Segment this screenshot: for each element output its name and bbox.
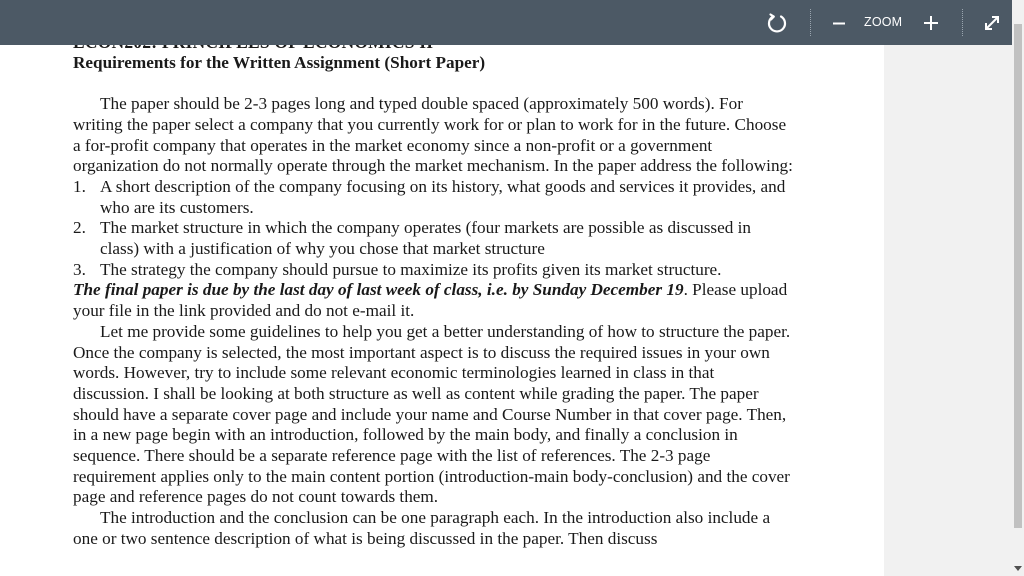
scroll-down-button[interactable]: [1012, 562, 1024, 576]
assignment-subtitle: Requirements for the Written Assignment (Short Paper): [73, 52, 486, 72]
reload-icon: [766, 12, 788, 34]
requirement-item: [73, 260, 793, 281]
intro-paragraph: The paper should be 2-3 pages long and typed double spaced (approximately 500 words). For writing the paper select a company that you currently work for or plan to work for in the future. Choose a for-profit company that operates in the market economy since a non-profit or a government organization do not normally operate through the market mechanism. In the paper address the following:: [73, 94, 793, 176]
expand-button[interactable]: [978, 0, 1006, 45]
zoom-in-icon: [922, 14, 940, 32]
document-body: [73, 32, 793, 550]
toolbar-separator: [962, 9, 964, 36]
requirement-number: 3.: [73, 259, 86, 279]
zoom-out-icon: [831, 15, 847, 31]
deadline-suffix: . Please upload your file in the link provided and do not e-mail it.: [73, 280, 788, 321]
requirement-item: [73, 218, 793, 259]
requirement-text: The market structure in which the company operates (four markets are possible as discussed in class) with a justification of why you chose that market structure: [100, 218, 752, 259]
scrollbar-thumb[interactable]: [1014, 24, 1022, 528]
expand-icon: [982, 13, 1002, 33]
requirement-item: [73, 177, 793, 218]
requirement-number: 2.: [73, 218, 86, 238]
viewer-toolbar: [0, 0, 1012, 45]
deadline-paragraph: [73, 280, 793, 321]
side-margin: [884, 0, 1012, 576]
requirement-text: The strategy the company should pursue to maximize its profits given its market structure.: [100, 259, 722, 279]
requirement-text: A short description of the company focusing on its history, what goods and services it provides, and who are its customers.: [100, 176, 786, 217]
zoom-out-button[interactable]: [826, 0, 852, 45]
toolbar-separator: [810, 9, 812, 36]
reload-button[interactable]: [760, 0, 794, 45]
deadline-text: The final paper is due by the last day of last week of class, i.e. by Sunday December 19: [73, 280, 684, 300]
requirement-number: 1.: [73, 176, 86, 196]
chevron-down-icon: [1014, 566, 1022, 572]
zoom-in-button[interactable]: [918, 0, 944, 45]
guidelines-paragraph: Let me provide some guidelines to help you get a better understanding of how to structure the paper. Once the company is selected, the most important aspect is to discuss the required issues in your own words. However, try to include some relevant economic terminologies learned in class in that discussion. I shall be looking at both structure as well as content while grading the paper. The paper should have a separate cover page and include your name and Course Number in that cover page. Then, in a new page begin with an introduction, followed by the main body, and finally a conclusion in sequence. There should be a separate reference page with the list of references. The 2-3 page requirement applies only to the main content portion (introduction-main body-conclusion) and the cover page and reference pages do not count towards them.: [73, 321, 791, 507]
vertical-scrollbar[interactable]: [1012, 0, 1024, 576]
zoom-label: ZOOM: [864, 15, 903, 29]
intro-conclusion-paragraph: The introduction and the conclusion can be one paragraph each. In the introduction also include a one or two sentence description of what is being discussed in the paper. Then discuss: [73, 508, 771, 548]
